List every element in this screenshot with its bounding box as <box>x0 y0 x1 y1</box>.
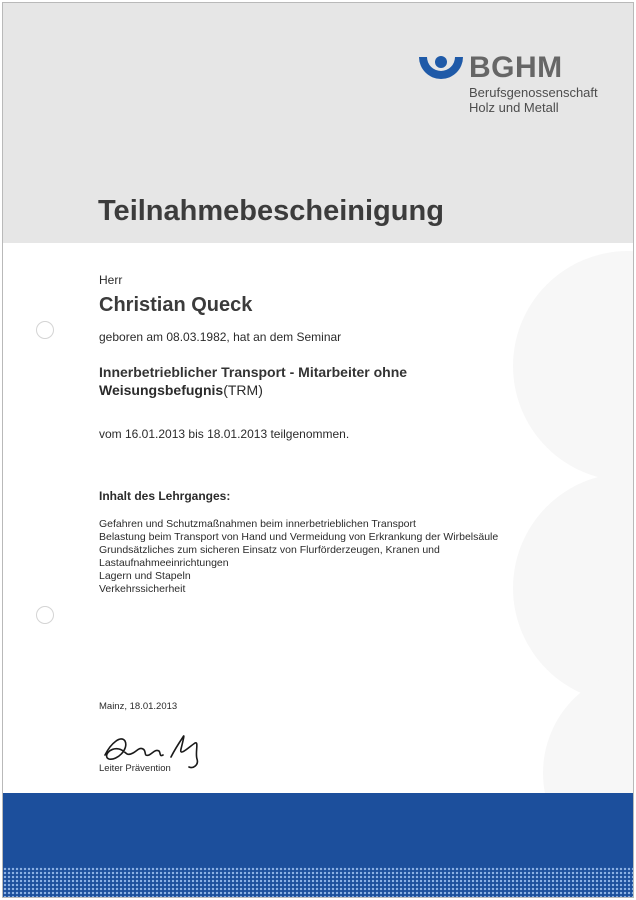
logo-subtitle: Holz und Metall <box>469 100 559 115</box>
place-date: Mainz, 18.01.2013 <box>99 701 178 712</box>
certificate-page <box>2 2 634 898</box>
list-item: Grundsätzliches zum sicheren Einsatz von Flurförderzeugen, Kranen und Lastaufnahmeeinrichtungen <box>99 544 440 569</box>
seminar-title: Innerbetrieblicher Transport - Mitarbeiter ohne <box>99 364 408 380</box>
contents-list <box>99 518 519 596</box>
decorative-circle <box>513 473 634 703</box>
birth-line: geboren am 08.03.1982, hat an dem Seminar <box>99 330 342 344</box>
list-item: Lagern und Stapeln <box>99 570 191 582</box>
list-item: Verkehrssicherheit <box>99 583 186 595</box>
salutation: Herr <box>99 273 123 287</box>
punch-hole <box>36 606 54 624</box>
document-title: Teilnahmebescheinigung <box>98 195 444 227</box>
seminar-code: (TRM) <box>223 382 263 398</box>
footer-dot-pattern <box>3 867 633 897</box>
contents-heading: Inhalt des Lehrganges: <box>99 489 231 503</box>
bghm-logo <box>417 49 607 119</box>
logo-wordmark: BGHM <box>469 51 563 84</box>
logo-subtitle: Berufsgenossenschaft <box>469 85 598 100</box>
period-line: vom 16.01.2013 bis 18.01.2013 teilgenommen. <box>99 427 350 441</box>
seminar-title-bold: Weisungsbefugnis <box>99 382 224 398</box>
signatory-role: Leiter Prävention <box>99 763 171 774</box>
punch-hole <box>36 321 54 339</box>
seminar-title-line2 <box>99 382 263 398</box>
bghm-logo-mark-icon <box>417 53 465 93</box>
decorative-circle <box>513 251 634 481</box>
recipient-name: Christian Queck <box>99 294 253 316</box>
footer-band <box>3 793 633 897</box>
list-item: Belastung beim Transport von Hand und Vermeidung von Erkrankung der Wirbelsäule <box>99 531 499 543</box>
list-item: Gefahren und Schutzmaßnahmen beim innerbetrieblichen Transport <box>99 518 416 530</box>
